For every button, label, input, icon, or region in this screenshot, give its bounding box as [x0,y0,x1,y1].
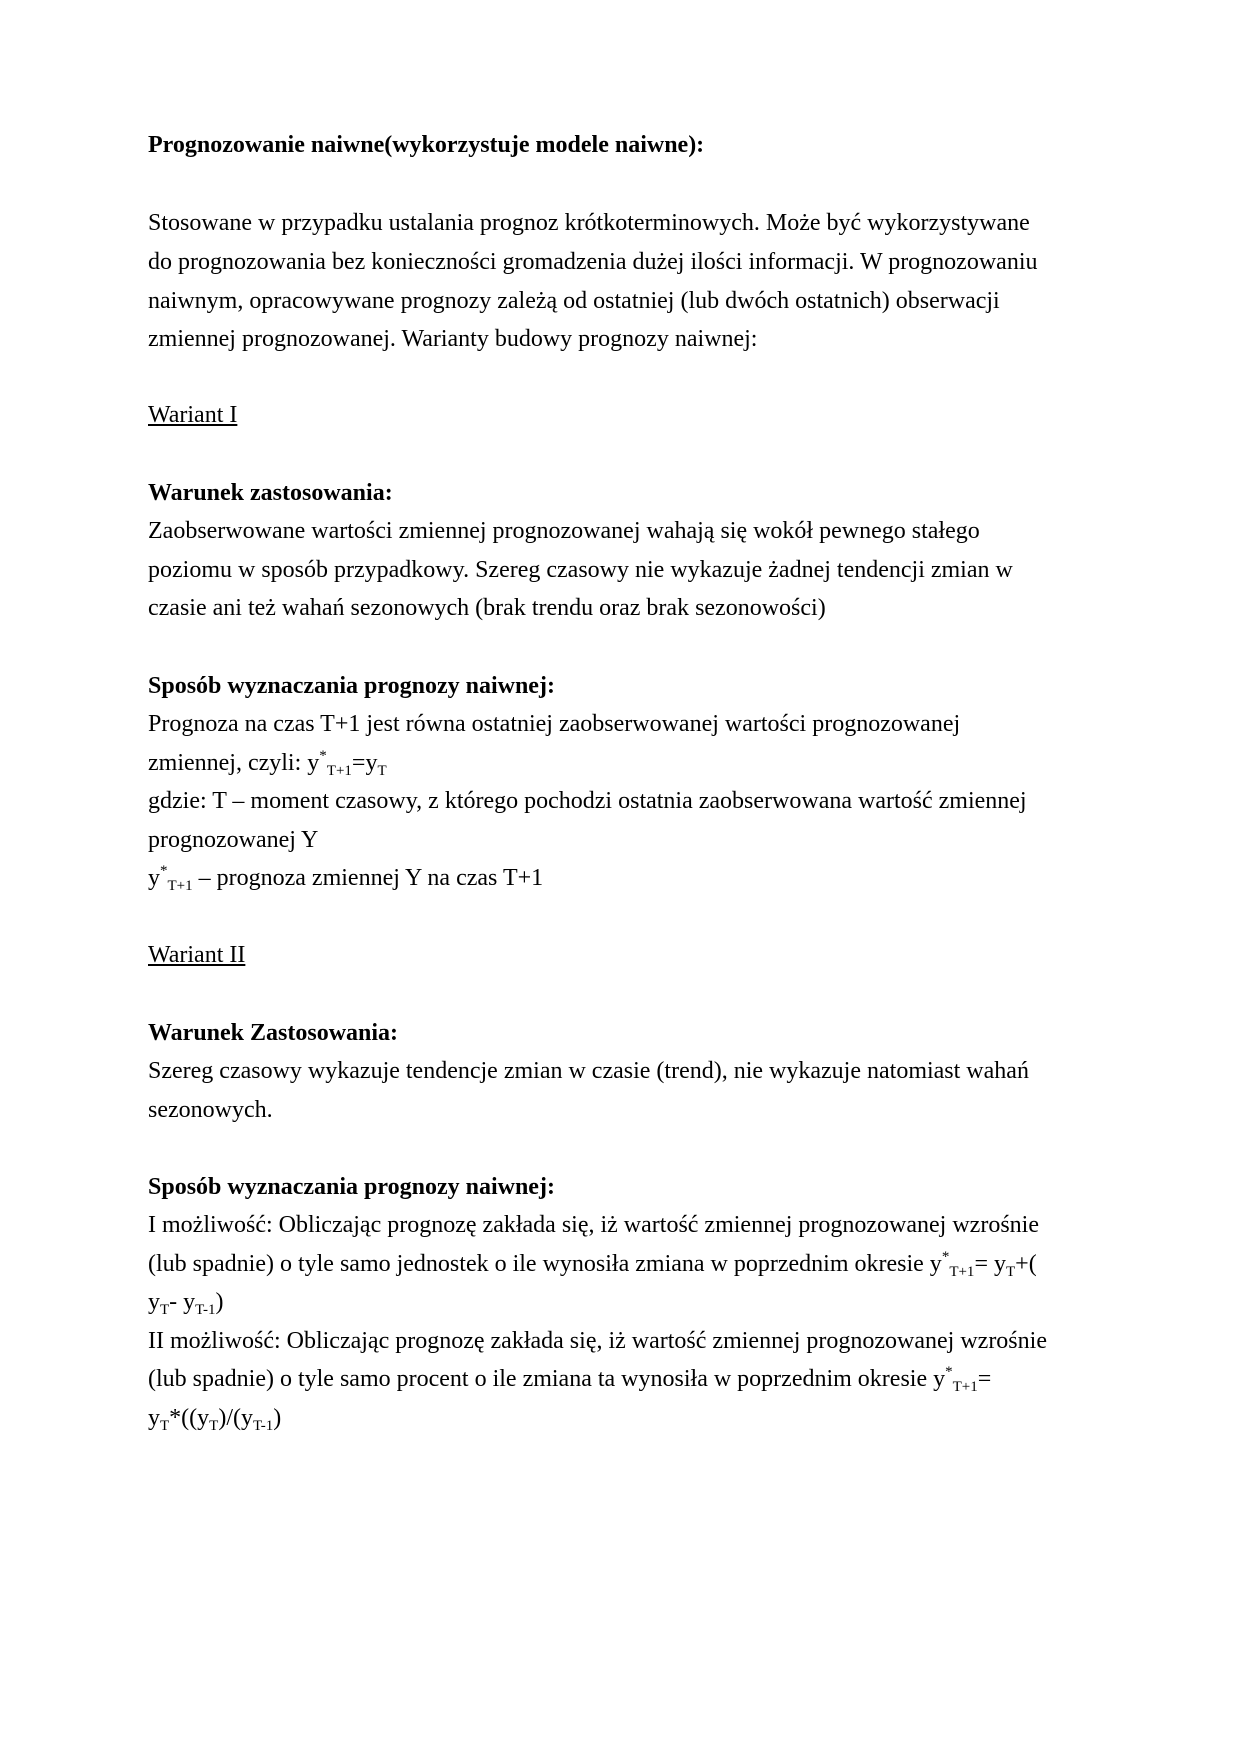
formula-star: * [160,863,168,879]
option-1-text: (lub spadnie) o tyle samo jednostek o ile wynosiła zmiana w poprzednim okresie y [148,1251,942,1277]
wariant-2-heading: Wariant II [148,942,246,968]
wariant-1-where-line-1: gdzie: T – moment czasowy, z którego pochodzi ostatnia zaobserwowana wartość zmiennej [148,788,1027,814]
formula-y: y [148,1289,160,1315]
formula-y: y [148,865,160,891]
intro-line-4: zmiennej prognozowanej. Warianty budowy prognozy naiwnej: [148,326,758,352]
option-1-line-1: I możliwość: Obliczając prognozę zakłada się, iż wartość zmiennej prognozowanej wzrośnie [148,1212,1039,1238]
formula-y: y [148,1405,160,1431]
option-2-line-3 [148,1397,281,1440]
formula-sub-t: T [1005,1264,1016,1280]
formula-part-a: *((y [169,1405,210,1431]
wariant-2-condition-line-1: Szereg czasowy wykazuje tendencje zmian w czasie (trend), nie wykazuje natomiast wahań [148,1058,1029,1084]
wariant-1-condition-line-3: czasie ani też wahań sezonowych (brak trendu oraz brak sezonowości) [148,595,826,621]
formula-star: * [945,1364,953,1380]
formula-sub-t1: T+1 [167,878,193,894]
option-1-line-2 [148,1243,1037,1286]
formula-close: ) [215,1289,224,1315]
formula-eq: = y [974,1251,1006,1277]
intro-line-1: Stosowane w przypadku ustalania prognoz krótkoterminowych. Może być wykorzystywane [148,210,1030,236]
intro-line-3: naiwnym, opracowywane prognozy zależą od ostatniej (lub dwóch ostatnich) obserwacji [148,288,1000,314]
option-2-line-2 [148,1358,991,1401]
formula-plus: +( [1015,1251,1037,1277]
wariant-1-where-line-2: prognozowanej Y [148,827,319,853]
formula-part-b: )/(y [218,1405,253,1431]
formula-sub-t: T [160,1418,170,1434]
wariant-1-condition-label: Warunek zastosowania: [148,480,393,506]
formula-sub-t: T [160,1302,170,1318]
formula-sub-t: T [209,1418,219,1434]
where-description: – prognoza zmiennej Y na czas T+1 [192,865,544,891]
formula-sub-t1: T+1 [949,1264,975,1280]
option-2-line-1: II możliwość: Obliczając prognozę zakłada się, iż wartość zmiennej prognozowanej wzrośnie [148,1328,1047,1354]
formula-sub-t-1: T-1 [252,1418,274,1434]
formula-prefix: zmiennej, czyli: y [148,750,320,776]
wariant-1-formula-line [148,742,387,785]
option-1-line-3 [148,1281,223,1324]
wariant-1-condition-line-1: Zaobserwowane wartości zmiennej prognozowanej wahają się wokół pewnego stałego [148,518,980,544]
formula-eq: =y [351,750,378,776]
wariant-2-condition-line-2: sezonowych. [148,1097,273,1123]
page-title: Prognozowanie naiwne(wykorzystuje modele naiwne): [148,132,705,158]
option-2-text: (lub spadnie) o tyle samo procent o ile zmiana ta wynosiła w poprzednim okresie y [148,1366,946,1392]
wariant-1-heading: Wariant I [148,402,238,428]
formula-sub-t-1: T-1 [195,1302,216,1318]
formula-part-c: ) [273,1405,282,1431]
wariant-1-where-line-3 [148,857,543,900]
formula-star: * [319,748,327,764]
wariant-2-method-label: Sposób wyznaczania prognozy naiwnej: [148,1174,555,1200]
wariant-2-condition-label: Warunek Zastosowania: [148,1020,399,1046]
formula-eq: = [977,1366,992,1392]
formula-minus: - y [169,1289,196,1315]
wariant-1-method-label: Sposób wyznaczania prognozy naiwnej: [148,673,555,699]
formula-sub-t1: T+1 [326,763,352,779]
formula-sub-t1: T+1 [952,1379,978,1395]
intro-line-2: do prognozowania bez konieczności gromadzenia dużej ilości informacji. W prognozowaniu [148,249,1038,275]
wariant-1-condition-line-2: poziomu w sposób przypadkowy. Szereg czasowy nie wykazuje żadnej tendencji zmian w [148,557,1013,583]
formula-star: * [941,1249,950,1265]
wariant-1-method-line-1: Prognoza na czas T+1 jest równa ostatniej zaobserwowanej wartości prognozowanej [148,711,961,737]
formula-sub-t: T [377,763,387,779]
